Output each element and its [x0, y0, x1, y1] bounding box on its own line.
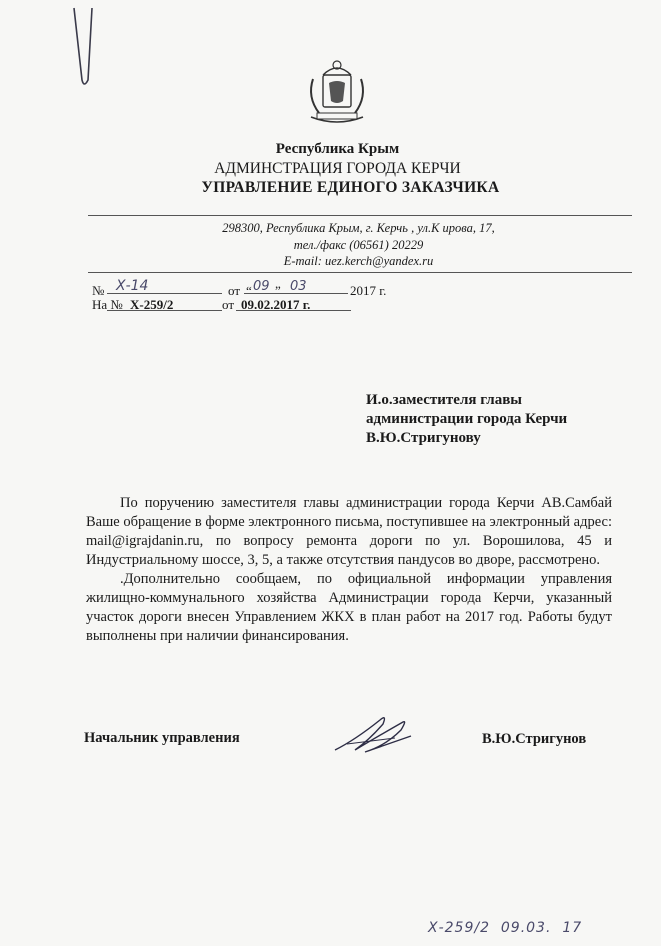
- address-phone: тел./факс (06561) 20229: [293, 238, 424, 252]
- reg-year: 2017 г.: [350, 283, 387, 298]
- pen-mark-top: [62, 0, 102, 95]
- reg-date-month: 03: [290, 279, 307, 294]
- handwritten-footer-note: Х-259/2 09.03. 17: [428, 920, 583, 936]
- address-email: E-mail: uez.kerch@yandex.ru: [283, 254, 434, 268]
- reply-date: 09.02.2017 г.: [241, 297, 311, 312]
- body-paragraph-2: .Дополнительно сообщаем, по официальной информации управления жилищно-коммунального хозяйства Администрации города Керчи, указанный участок дороги внесен Управлением ЖКХ в план работ на 2017 год. Работы будут выполнены при наличии финансирования.: [86, 571, 612, 644]
- signatory-position: Начальник управления: [84, 730, 240, 746]
- org-department: УПРАВЛЕНИЕ ЕДИНОГО ЗАКАЗЧИКА: [201, 179, 500, 196]
- reg-number-handwritten: Х-14: [116, 278, 149, 294]
- reg-date-day: 09: [253, 279, 270, 294]
- addressee-org: администрации города Керчи: [366, 411, 568, 427]
- coat-of-arms-emblem: [303, 57, 371, 127]
- org-administration: АДМИНСТРАЦИЯ ГОРОДА КЕРЧИ: [214, 160, 461, 177]
- addressee-title: И.о.заместителя главы: [366, 392, 523, 408]
- reply-from-label: от: [222, 297, 235, 312]
- reply-number: Х-259/2: [130, 297, 174, 312]
- handwritten-signature: [325, 700, 420, 762]
- letter-body: [86, 494, 612, 646]
- address-line-1: 298300, Республика Крым, г. Керчь , ул.К ирова, 17,: [222, 221, 495, 235]
- org-republic: Республика Крым: [275, 141, 400, 157]
- signatory-name: В.Ю.Стригунов: [482, 731, 587, 747]
- addressee-name: В.Ю.Стригунову: [366, 430, 481, 446]
- reply-label: На №: [92, 297, 123, 312]
- body-paragraph-1: По поручению заместителя главы администрации города Керчи АВ.Самбай Ваше обращение в форме электронного письма, поступившее на электронный адрес: mail@igrajdanin.ru, по вопросу ремонта дороги по ул. Ворошилова, 45 и Индустриальному шоссе, 3, 5, а также отсутствия пандусов во дворе, рассмотрено.: [86, 495, 612, 568]
- reg-number-label: №: [92, 283, 105, 298]
- reply-date-underline: [236, 310, 351, 311]
- reg-date-close-quote: ”: [275, 283, 281, 298]
- reg-date-underline: [244, 293, 348, 294]
- header-rule-top: [88, 215, 632, 216]
- reply-number-underline: [107, 310, 222, 311]
- reg-from-label: от: [228, 283, 241, 298]
- header-rule-bottom: [88, 272, 632, 273]
- reg-date-open-quote: “: [246, 283, 252, 298]
